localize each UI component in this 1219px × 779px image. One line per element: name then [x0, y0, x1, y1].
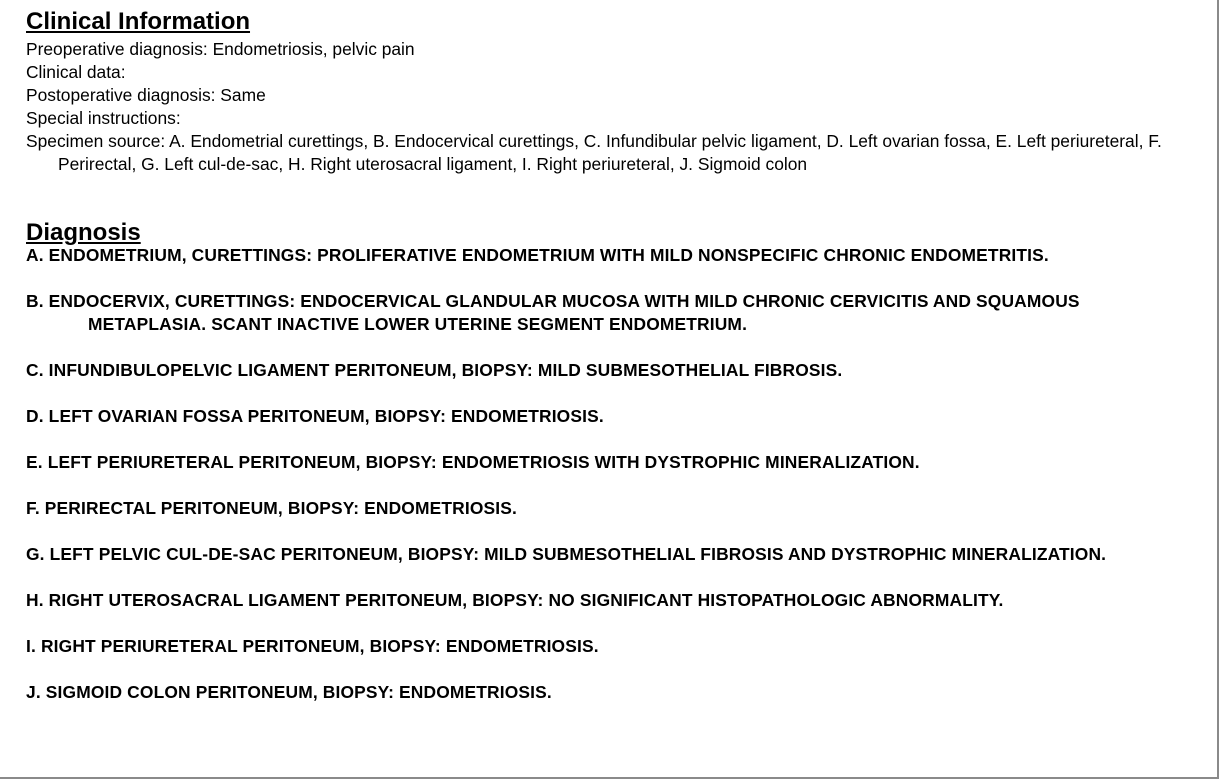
clinical-data-line: Clinical data:	[26, 62, 126, 82]
diagnosis-item-b: B. ENDOCERVIX, CURETTINGS: ENDOCERVICAL GLANDULAR MUCOSA WITH MILD CHRONIC CERVICITIS AND SQUAMOUS METAPLASIA. SCANT INACTIVE LOWER UTERINE SEGMENT ENDOMETRIUM.	[26, 291, 1080, 334]
postoperative-diagnosis-line: Postoperative diagnosis: Same	[26, 85, 266, 105]
diagnosis-item-h: H. RIGHT UTEROSACRAL LIGAMENT PERITONEUM, BIOPSY: NO SIGNIFICANT HISTOPATHOLOGIC ABNORMALITY.	[26, 590, 1004, 610]
diagnosis-item-i: I. RIGHT PERIURETERAL PERITONEUM, BIOPSY: ENDOMETRIOSIS.	[26, 636, 599, 656]
diagnosis-item-j: J. SIGMOID COLON PERITONEUM, BIOPSY: ENDOMETRIOSIS.	[26, 682, 552, 702]
clinical-information-list	[26, 38, 1176, 176]
diagnosis-item-g: G. LEFT PELVIC CUL-DE-SAC PERITONEUM, BIOPSY: MILD SUBMESOTHELIAL FIBROSIS AND DYSTROPHIC MINERALIZATION.	[26, 544, 1107, 564]
diagnosis-item-a: A. ENDOMETRIUM, CURETTINGS: PROLIFERATIVE ENDOMETRIUM WITH MILD NONSPECIFIC CHRONIC ENDOMETRITIS.	[26, 245, 1049, 265]
diagnosis-item-f: F. PERIRECTAL PERITONEUM, BIOPSY: ENDOMETRIOSIS.	[26, 498, 517, 518]
special-instructions-line: Special instructions:	[26, 108, 181, 128]
diagnosis-heading: Diagnosis	[26, 219, 141, 246]
specimen-source-line: Specimen source: A. Endometrial curettings, B. Endocervical curettings, C. Infundibular pelvic ligament, D. Left ovarian fossa, E. Left periureteral, F. Perirectal, G. Left cul-de-sac, H. Right uterosacral ligament, I. Right periureteral, J. Sigmoid colon	[26, 131, 1162, 174]
diagnosis-list	[26, 244, 1196, 727]
clinical-information-heading: Clinical Information	[26, 8, 251, 35]
diagnosis-item-e: E. LEFT PERIURETERAL PERITONEUM, BIOPSY: ENDOMETRIOSIS WITH DYSTROPHIC MINERALIZATION.	[26, 452, 920, 472]
diagnosis-item-d: D. LEFT OVARIAN FOSSA PERITONEUM, BIOPSY: ENDOMETRIOSIS.	[26, 406, 604, 426]
preoperative-diagnosis-line: Preoperative diagnosis: Endometriosis, pelvic pain	[26, 39, 415, 59]
diagnosis-item-c: C. INFUNDIBULOPELVIC LIGAMENT PERITONEUM, BIOPSY: MILD SUBMESOTHELIAL FIBROSIS.	[26, 360, 843, 380]
